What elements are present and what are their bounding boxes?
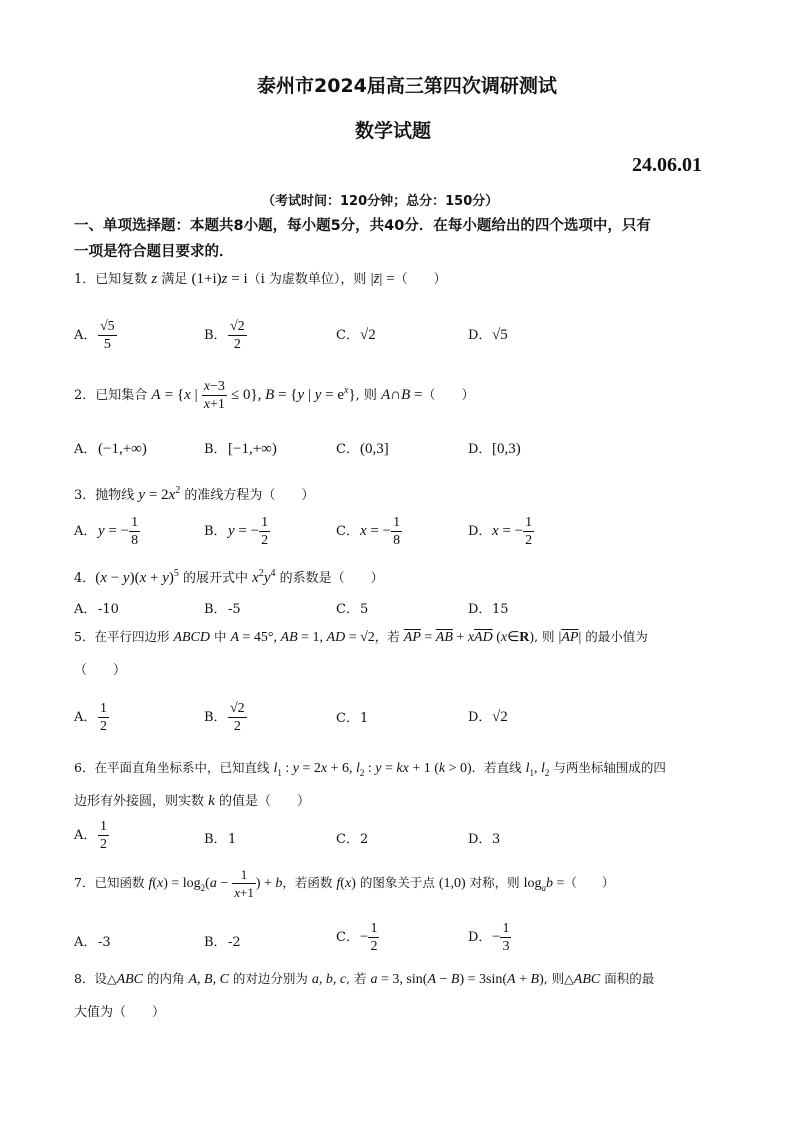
question-7-option-b: B．-2 <box>204 935 241 950</box>
question-5-option-d: D．√2 <box>468 709 508 725</box>
question-2-stem: 2．已知集合 A = {x | $\frac{x-3}{x+1}$ ≤ 0}, B = {y | $y = e^x$}, 则 A∩B =（ ） <box>74 379 475 412</box>
question-6-option-b: B．1 <box>204 832 237 847</box>
question-7-option-a: A． -3 <box>74 935 111 950</box>
question-2-option-a: A． (−1,+∞) <box>74 441 147 457</box>
exam-info: （考试时间：120分钟；总分：150分） <box>262 194 499 209</box>
question-1-option-a: A． $\frac{√5}{5}$ <box>74 319 115 352</box>
question-3-option-a: A． y = − $\frac{1}{8}$ <box>74 515 139 548</box>
exam-date: 24.06.01 <box>632 154 702 176</box>
question-7-option-d: D．− $\frac{1}{3}$ <box>468 921 510 954</box>
question-7-option-c: C．− $\frac{1}{2}$ <box>336 921 378 954</box>
question-5-stem-cont: （ ） <box>74 663 127 678</box>
question-1-stem: 1．已知复数 z 满足 (1+i)z = i（i 为虚数单位），则 |z̄| =（ ） <box>74 271 447 287</box>
question-6-option-d: D．3 <box>468 832 501 847</box>
question-6-option-c: C．2 <box>336 832 369 847</box>
question-5-option-a: A． $\frac{1}{2}$ <box>74 701 107 734</box>
section-heading-line1: 一、单项选择题：本题共8小题，每小题5分，共40分．在每小题给出的四个选项中，只有 <box>74 218 651 234</box>
question-2-option-b: B．[−1,+∞) <box>204 441 277 457</box>
question-3-option-d: D．x = − $\frac{1}{2}$ <box>468 515 533 548</box>
question-8-stem: 8．设△ABC 的内角 A, B, C 的对边分别为 a, b, c, 若 a = 3, sin(A − B) = 3sin(A + B), 则△ABC 面积的最 <box>74 971 655 987</box>
question-5-option-c: C．1 <box>336 711 369 726</box>
question-1-option-c: C．√2 <box>336 327 376 343</box>
question-5-stem: 5．在平行四边形 ABCD 中 A = 45°, AB = 1, AD = √2，若 $\overline{AP} = \overline{AB} + x\overline{AD}$ (x∈R), 则 $|\overline{AP}|$ 的最小值为 <box>74 629 648 645</box>
question-3-option-c: C．x = − $\frac{1}{8}$ <box>336 515 401 548</box>
question-3-option-b: B．y = − $\frac{1}{2}$ <box>204 515 269 548</box>
question-4-option-d: D．15 <box>468 602 509 617</box>
question-8-stem-cont: 大值为（ ） <box>74 1005 166 1020</box>
section-heading-line2: 一项是符合题目要求的． <box>74 244 234 260</box>
question-4-stem: 4．$(x - y)(x + y)^5$ 的展开式中 $x^2y^4$ 的系数是（ ） <box>74 568 384 586</box>
question-4-option-b: B．-5 <box>204 602 241 617</box>
exam-title: 泰州市2024届高三第四次调研测试 <box>257 75 557 97</box>
question-6-stem-cont: 边形有外接圆，则实数 k 的值是（ ） <box>74 793 310 809</box>
subject-title: 数学试题 <box>355 120 432 142</box>
question-3-stem: 3．抛物线 $y = 2x^2$ 的准线方程为（ ） <box>74 485 315 503</box>
question-6-stem: 6．在平面直角坐标系中，已知直线 $l_1$ : y = 2x + 6, $l_2$ : y = kx + 1 (k > 0)．若直线 $l_1$, $l_2$ 与两坐标轴围成的四 <box>74 760 666 778</box>
question-1-option-d: D．√5 <box>468 327 508 343</box>
question-5-option-b: B． $\frac{√2}{2}$ <box>204 701 245 734</box>
question-4-option-a: A． -10 <box>74 602 119 617</box>
question-7-stem: 7．已知函数 $f(x) = \log_2(a$ − $\frac{1}{x+1}$ ) + b，若函数 f(x) 的图象关于点 (1,0) 对称，则 $\log_ab$ =（ ） <box>74 867 615 900</box>
question-6-option-a: A． $\frac{1}{2}$ <box>74 819 107 852</box>
question-2-option-d: D．[0,3) <box>468 441 521 457</box>
question-2-option-c: C．(0,3] <box>336 441 389 457</box>
question-4-option-c: C．5 <box>336 602 369 617</box>
question-1-option-b: B． $\frac{√2}{2}$ <box>204 319 245 352</box>
